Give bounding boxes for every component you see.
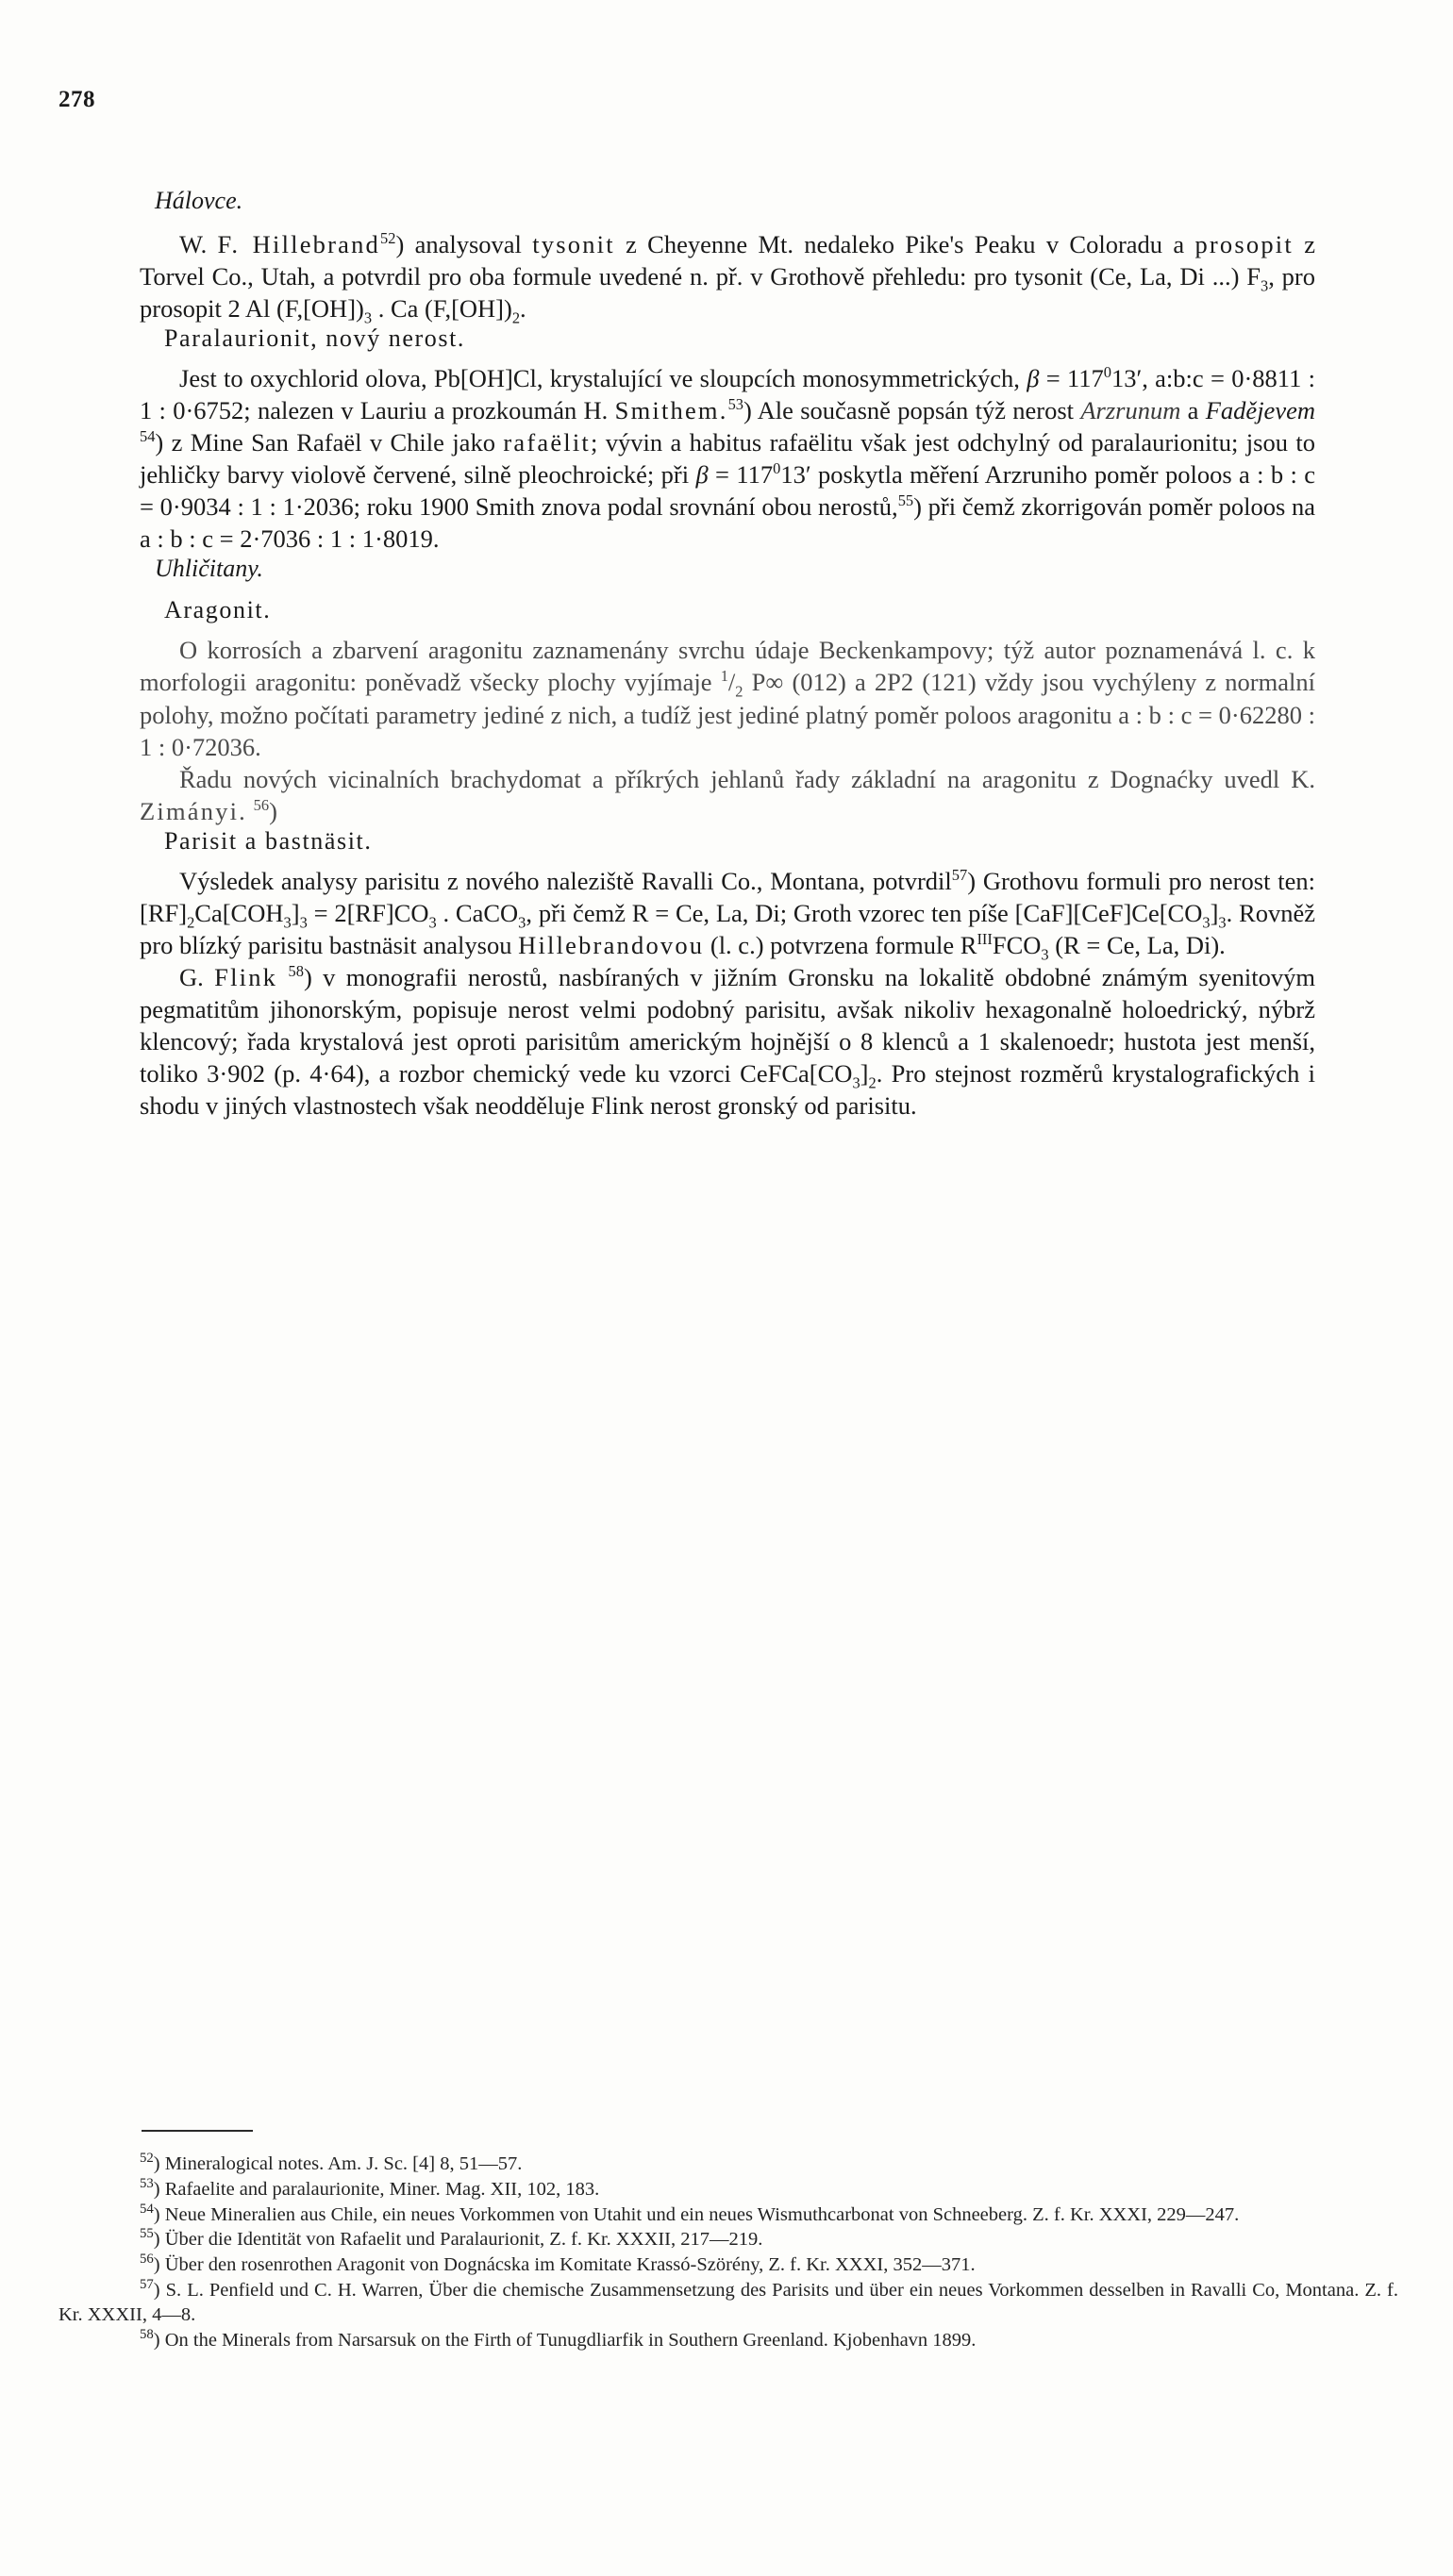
page-number: 278	[58, 87, 95, 112]
footnote-56: $^{56}$) Über den rosenrothen Aragonit von Dognácska im Komitate Krassó-Szörény, Z. f. Kr. XXXI, 352—371.	[140, 2252, 976, 2276]
footnotes	[58, 2152, 1398, 2354]
footnote-56-text: Über den rosenrothen Aragonit von Dognácska im Komitate Krassó-Szörény, Z. f. Kr. XXXI, 352—371.	[164, 2254, 976, 2276]
footnote-57-text: S. L. Penfield und C. H. Warren, Über die chemische Zusammensetzung des Parisits und über ein neues Vorkommen desselben in Ravalli Co, Montana. Z. f. Kr. XXXII, 4—8.	[58, 2280, 1398, 2325]
paragraph-halovce: W. F. Hillebrand$^{52}$) analysoval tysonit z Cheyenne Mt. nedaleko Pike's Peaku v Coloradu a prosopit z Torvel Co., Utah, a potvrdil pro oba formule uvedené n. př. v Grothově přehledu: pro tysonit (Ce, La, Di ...) $F_3$, pro prosopit 2 Al $(F,[OH])_3$ . Ca $(F,[OH])_2$.	[140, 229, 1315, 327]
footnote-58-text: On the Minerals from Narsarsuk on the Firth of Tunugdliarfik in Southern Greenland. Kjobenhavn 1899.	[164, 2329, 977, 2351]
paragraph-paralaurionit: Jest to oxychlorid olova, Pb[OH]Cl, krystalující ve sloupcích monosymmetrických, $\beta = 117^013'$, a:b:c = 0·8811 : 1 : 0·6752; nalezen v Lauriu a prozkoumán H. Smithem.$^{53}$) Ale současně popsán týž nerost Arzrunum a Fadějevem $^{54}$) z Mine San Rafaël v Chile jako rafaëlit; vývin a habitus rafaëlitu však jest odchylný od paralaurionitu; jsou to jehličky barvy violově červené, silně pleochroické; při $\beta = 117^013'$ poskytla měření Arzruniho poměr poloos a : b : c = 0·9034 : 1 : 1·2036; roku 1900 Smith znova podal srovnání obou nerostů,$^{55}$) při čemž zkorrigován poměr poloos na a : b : c = 2·7036 : 1 : 1·8019.	[140, 363, 1315, 554]
paragraph-parisit-1: Výsledek analysy parisitu z nového naleziště Ravalli Co., Montana, potvrdil$^{57}$) Grothovu formuli pro nerost ten: $[RF]_2Ca[COH_3]_3 = 2[RF]CO_3$ . CaCO$_3$, při čemž R = Ce, La, Di; Groth vzorec ten píše $[CaF][CeF]Ce[CO_3]_3$. Rovněž pro blízký parisitu bastnäsit analysou Hillebrandovou (l. c.) potvrzena formule $R^{III}FCO_3$ (R = Ce, La, Di).	[140, 865, 1315, 964]
footnote-54-text: Neue Mineralien aus Chile, ein neues Vorkommen von Utahit und ein neues Wismuthcarbonat von Schneeberg. Z. f. Kr. XXXI, 229—247.	[164, 2203, 1240, 2225]
footnote-divider	[142, 2130, 253, 2132]
footnote-53-text: Rafaelite and paralaurionite, Miner. Mag. XII, 102, 183.	[164, 2178, 600, 2200]
subsection-heading-aragonit: Aragonit.	[164, 596, 272, 624]
footnote-57: $^{57}$) S. L. Penfield und C. H. Warren, Über die chemische Zusammensetzung des Parisits und über ein neues Vorkommen desselben in Ravalli Co, Montana. Z. f. Kr. XXXII, 4—8.	[58, 2277, 1398, 2325]
footnote-52: $^{52}$) Mineralogical notes. Am. J. Sc. [4] 8, 51—57.	[140, 2151, 523, 2174]
section-heading-uhlicitany: Uhličitany.	[155, 555, 263, 583]
footnote-58: $^{58}$) On the Minerals from Narsarsuk on the Firth of Tunugdliarfik in Southern Greenland. Kjobenhavn 1899.	[140, 2326, 977, 2351]
paragraph-aragonit-2: Řadu nových vicinalních brachydomat a příkrých jehlanů řady základní na aragonitu z Dognaćky uvedl K. Zimányi. $^{56}$)	[140, 764, 1315, 825]
footnote-55-text: Über die Identität von Rafaelit und Paralaurionit, Z. f. Kr. XXXII, 217—219.	[164, 2229, 763, 2251]
footnote-55: $^{55}$) Über die Identität von Rafaelit und Paralaurionit, Z. f. Kr. XXXII, 217—219.	[140, 2226, 763, 2251]
footnote-54: $^{54}$) Neue Mineralien aus Chile, ein neues Vorkommen von Utahit und ein neues Wismuthcarbonat von Schneeberg. Z. f. Kr. XXXI, 229—247.	[140, 2201, 1240, 2225]
paragraph-parisit-2: G. Flink $^{58}$) v monografii nerostů, nasbíraných v jižním Gronsku na lokalitě obdobné známým syenitovým pegmatitům jihonorským, popisuje nerost velmi podobný parisitu, avšak nikoliv hexagonalně holoedrický, nýbrž klencový; řada krystalová jest oproti parisitům americkým hojnější o 8 klenců a 1 skalenoedr; hustota jest menší, toliko 3·902 (p. 4·64), a rozbor chemický vede ku vzorci $CeFCa[CO_3]_2$. Pro stejnost rozměrů krystalografických i shodu v jiných vlastnostech však neodděluje Flink nerost gronský od parisitu.	[140, 962, 1315, 1121]
section-heading-halovce: Hálovce.	[155, 187, 243, 214]
footnote-53: $^{53}$) Rafaelite and paralaurionite, Miner. Mag. XII, 102, 183.	[140, 2176, 600, 2200]
section-heading-parisit: Parisit a bastnäsit.	[164, 826, 373, 855]
footnote-52-text: Mineralogical notes. Am. J. Sc. [4] 8, 51—57.	[164, 2153, 523, 2174]
page-content	[140, 187, 1315, 1122]
paragraph-aragonit-1: O korrosích a zbarvení aragonitu zaznamenány svrchu údaje Beckenkampovy; týž autor poznamenává l. c. k morfologii aragonitu: poněvadž všecky plochy vyjímaje $^1/_2$ P∞ (012) a 2P2 (121) vždy jsou vychýleny z normalní polohy, možno počítati parametry jediné z nich, a tudíž jest jediné platný poměr poloos aragonitu a : b : c = 0·62280 : 1 : 0·72036.	[140, 636, 1315, 761]
section-heading-paralaurionit: Paralaurionit, nový nerost.	[164, 324, 466, 353]
